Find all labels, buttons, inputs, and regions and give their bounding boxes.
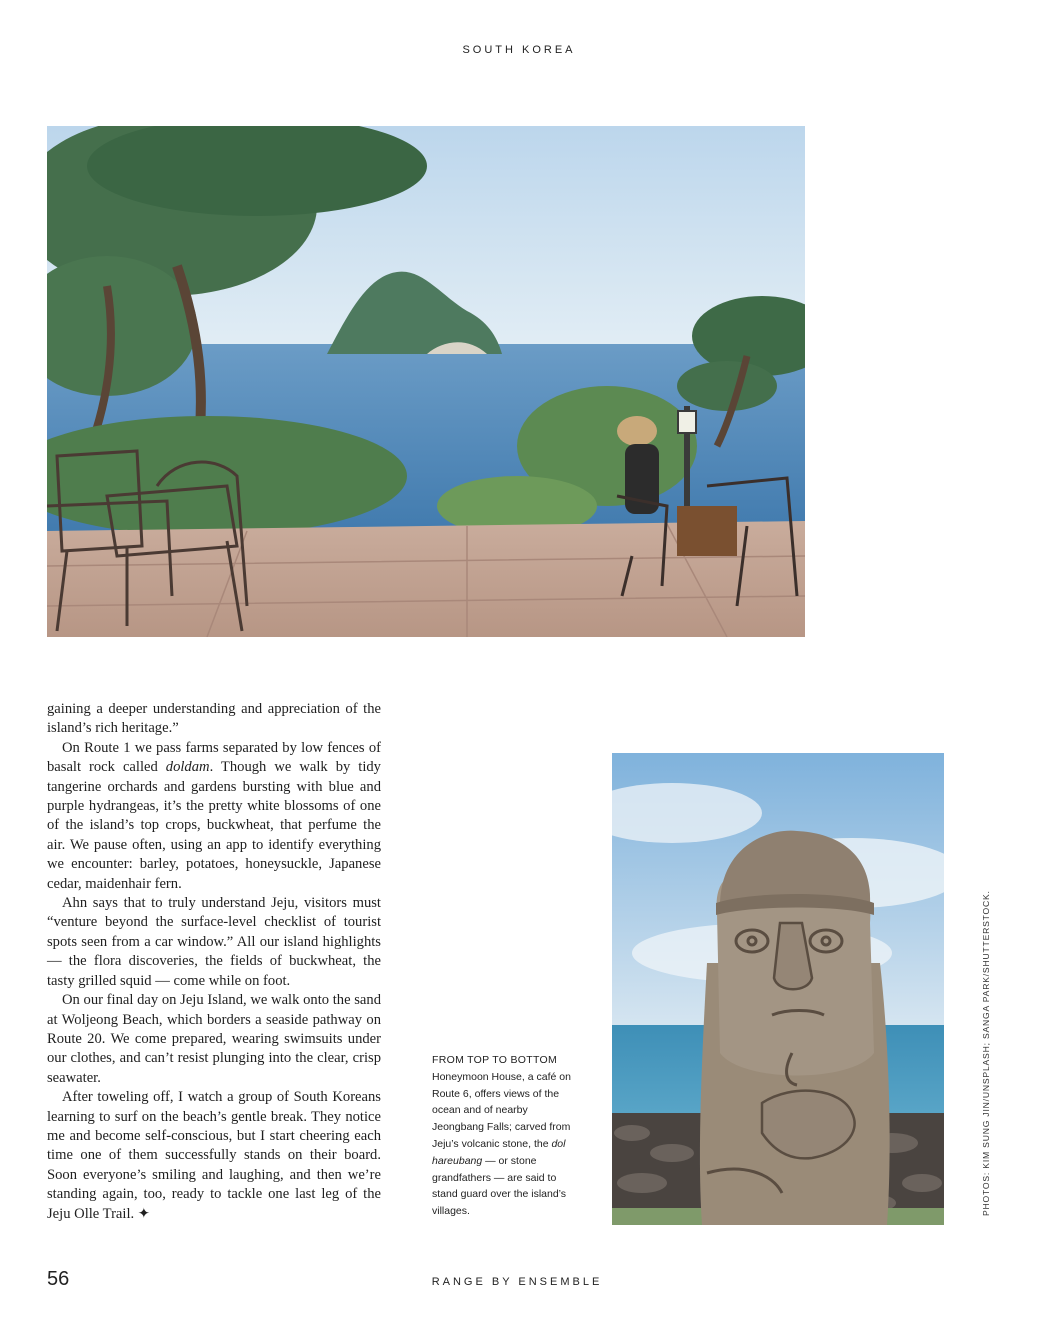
cafe-terrace-photo — [47, 126, 805, 637]
article-paragraph: gaining a deeper understanding and appreciation of the island’s rich heritage.” — [47, 701, 381, 737]
article-paragraph: Ahn says that to truly understand Jeju, visitors must “venture beyond the surface-level checklist of tourist spots seen from a car window.” All our island highlights — the flora discoveries, the fields of buckwheat, the tasty grilled squid — come while on foot. — [47, 895, 381, 989]
photo-caption — [432, 1052, 574, 1220]
publication-name: RANGE BY ENSEMBLE — [431, 1276, 603, 1288]
caption-heading: FROM TOP TO BOTTOM — [432, 1054, 558, 1066]
section-label: SOUTH KOREA — [462, 44, 576, 56]
article-paragraph: After toweling off, I watch a group of South Koreans learning to surf on the beach’s gentle break. They notice me and become self-conscious, but I start cheering each time one of them successfully stands on their board. Soon everyone’s smiling and laughing, and then we’re standing again, too, ready to tackle one last leg of the Jeju Olle Trail. ✦ — [47, 1089, 381, 1222]
dol-hareubang-photo — [612, 753, 944, 1225]
page-number: 56 — [47, 1268, 70, 1290]
caption-text: Honeymoon House, a café on Route 6, offers views of the ocean and of nearby Jeongbang Falls; carved from Jeju’s volcanic stone, the dol hareubang — or stone grandfathers — are said to stand guard over the island’s villages. — [432, 1070, 571, 1218]
article-paragraph: On Route 1 we pass farms separated by low fences of basalt rock called doldam. Though we walk by tidy tangerine orchards and gardens bursting with blue and purple hydrangeas, it’s the pretty white blossoms of one of the island’s top crops, buckwheat, that perfume the air. We pause often, using an app to identify everything we encounter: barley, potatoes, honeysuckle, Japanese cedar, maidenhair fern. — [47, 739, 381, 892]
article-body — [47, 700, 381, 1224]
dol-hareubang-illustration — [612, 753, 944, 1225]
article-paragraph: On our final day on Jeju Island, we walk onto the sand at Woljeong Beach, which borders a seaside pathway on Route 20. We come prepared, wearing swimsuits under our clothes, and can’t resist plunging into the clear, crisp seawater. — [47, 992, 381, 1086]
cafe-terrace-illustration — [47, 126, 805, 637]
photo-credit: PHOTOS: KIM SUNG JIN/UNSPLASH; SANGA PARK/SHUTTERSTOCK. — [981, 890, 991, 1216]
